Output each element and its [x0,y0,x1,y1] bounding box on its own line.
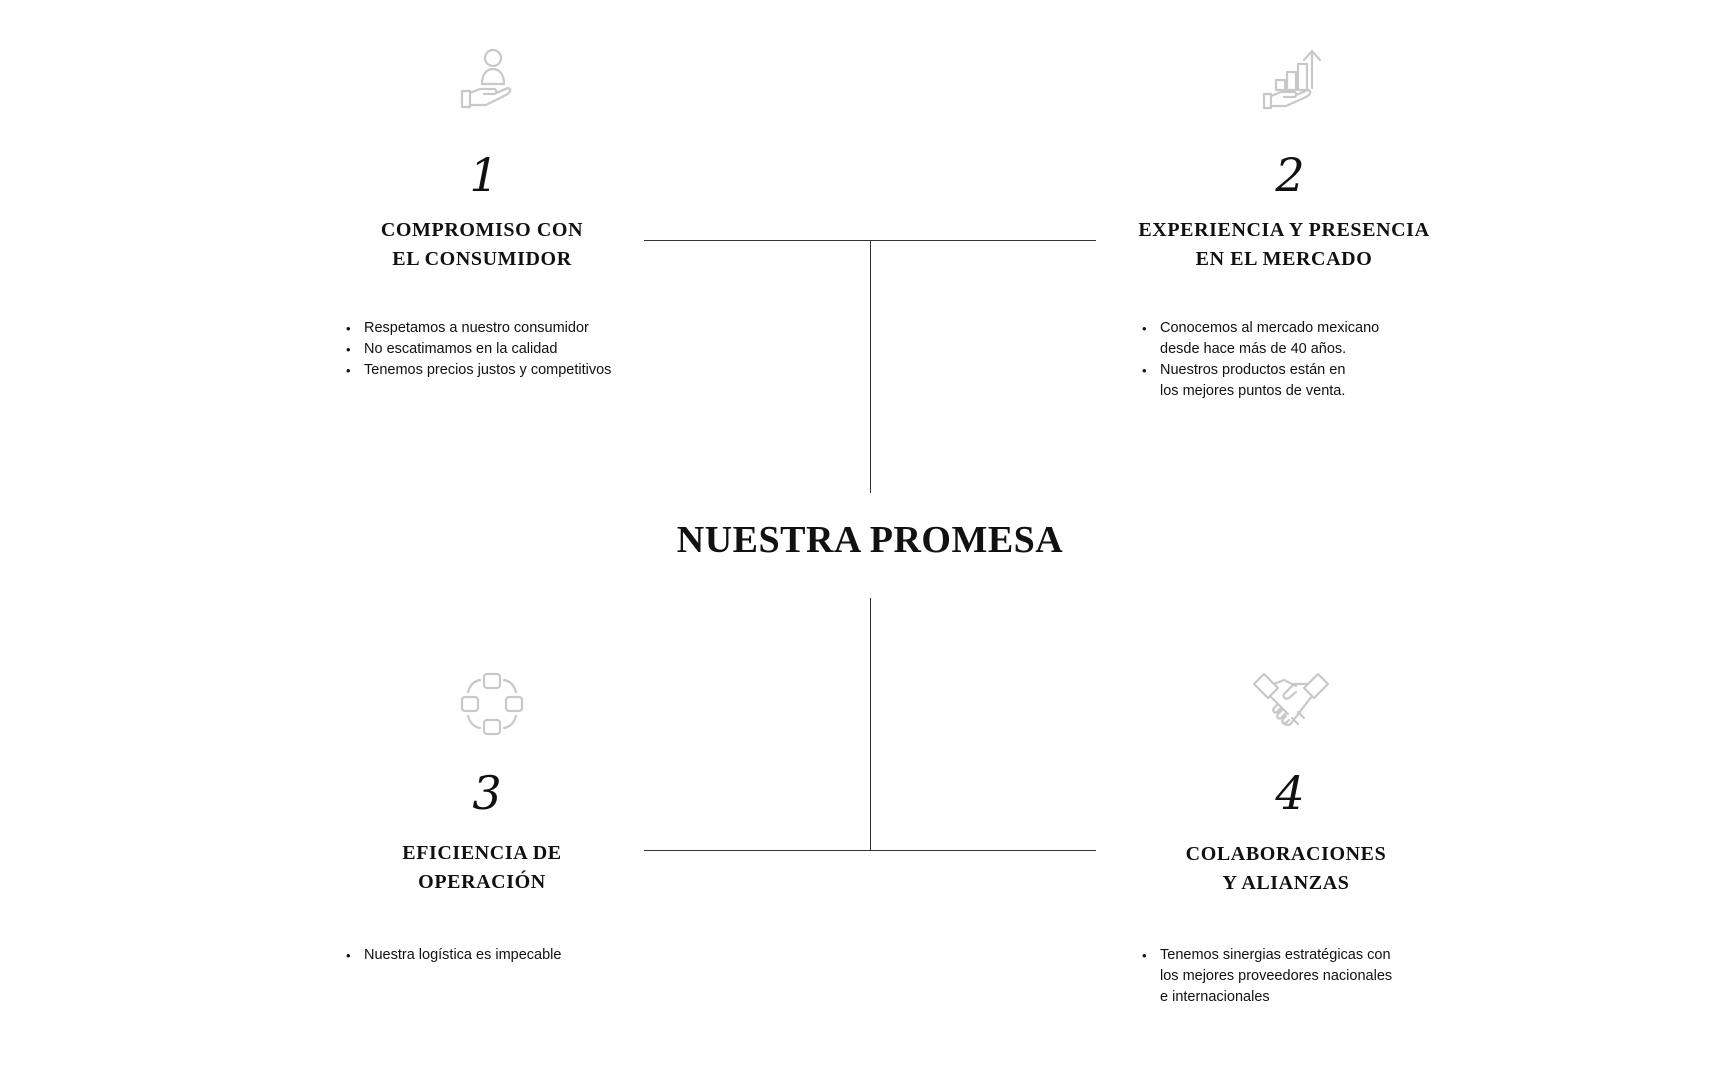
list-item: • Tenemos precios justos y competitivos [346,360,611,381]
block-1-number: 1 [469,148,499,202]
handshake-icon [1252,672,1330,736]
block-4-bullets [1142,945,1392,1008]
block-2-title-line-2: EN EL MERCADO [1195,248,1373,270]
list-item [1142,945,1392,1008]
block-1-title-line-1: COMPROMISO CON [380,219,584,241]
list-item: • Respetamos a nuestro consumidor [346,318,611,339]
list-item-line-1: Conocemos al mercado mexicano [1160,320,1380,336]
block-2-title-line-1: EXPERIENCIA Y PRESENCIA [1138,219,1430,241]
list-item-line-2: los mejores proveedores nacionales [1160,968,1393,984]
block-4-title-line-1: COLABORACIONES [1185,843,1387,865]
block-4-title [1106,840,1466,898]
list-item-line-1: Tenemos sinergias estratégicas con [1160,947,1391,963]
block-2-title [1104,216,1464,274]
list-item: • No escatimamos en la calidad [346,339,611,360]
list-item-line-1: Nuestros productos están en [1160,362,1346,378]
block-3-title [302,839,662,897]
list-item [1142,360,1379,402]
block-4-number: 4 [1275,766,1305,820]
block-3-bullets [346,945,561,966]
block-2-bullets [1142,318,1379,402]
block-1-title [302,216,662,274]
list-item [1142,318,1379,360]
block-4-title-line-2: Y ALIANZAS [1222,872,1350,894]
block-1-title-line-2: EL CONSUMIDOR [392,248,572,270]
hand-holding-person-icon [460,48,524,112]
hand-growth-chart-icon [1262,48,1326,112]
block-3-number: 3 [472,766,502,820]
page-title: NUESTRA PROMESA [676,519,1064,561]
block-2-number: 2 [1275,148,1305,202]
process-cycle-icon [460,672,524,736]
list-item-line-3: e internacionales [1160,989,1270,1005]
list-item-line-2: los mejores puntos de venta. [1160,383,1346,399]
block-3-title-line-1: EFICIENCIA DE [402,842,562,864]
list-item-line-2: desde hace más de 40 años. [1160,341,1347,357]
top-vertical-line [870,240,871,493]
bottom-vertical-line [870,598,871,851]
block-1-bullets [346,318,611,381]
list-item: • Nuestra logística es impecable [346,945,561,966]
bottom-horizontal-line [644,850,1096,851]
block-3-title-line-2: OPERACIÓN [418,871,546,893]
